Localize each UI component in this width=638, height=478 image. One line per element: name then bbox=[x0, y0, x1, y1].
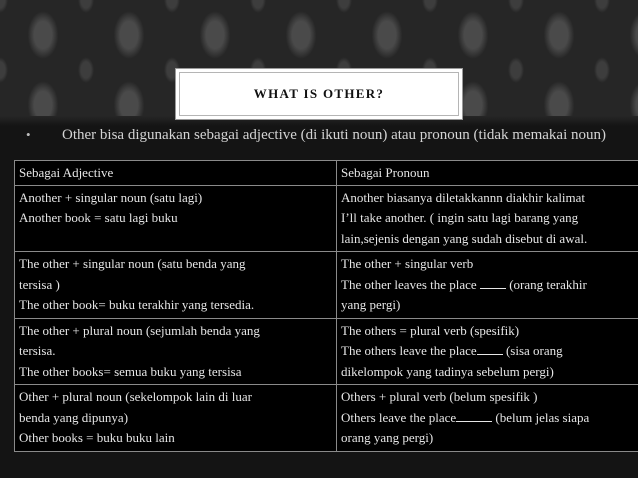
cell-pronoun bbox=[337, 318, 638, 385]
cell-line: The other book= buku terakhir yang tersedia. bbox=[19, 297, 255, 312]
cell-line: Another book = satu lagi buku bbox=[19, 210, 178, 225]
cell-line bbox=[341, 408, 638, 429]
cell-line: Other + plural noun (sekelompok lain di luar bbox=[19, 389, 252, 404]
bullet-icon: • bbox=[26, 127, 31, 142]
cell-line: The other + singular verb bbox=[341, 256, 474, 271]
table-row bbox=[15, 385, 638, 452]
cell-text: (belum jelas siapa bbox=[495, 409, 590, 425]
cell-text: (sisa orang bbox=[505, 343, 563, 358]
cell-adjective bbox=[15, 185, 337, 252]
header-pronoun: Sebagai Pronoun bbox=[337, 161, 638, 186]
table-row bbox=[15, 318, 638, 385]
cell-line: benda yang dipunya) bbox=[19, 409, 129, 425]
fill-blank bbox=[480, 277, 506, 289]
cell-pronoun bbox=[337, 252, 638, 319]
cell-line: I’ll take another. ( ingin satu lagi barang yang bbox=[341, 210, 579, 225]
cell-adjective bbox=[15, 252, 337, 319]
cell-line: The other + singular noun (satu benda yang bbox=[19, 256, 246, 271]
cell-line: The others = plural verb (spesifik) bbox=[341, 322, 520, 338]
fill-blank bbox=[456, 410, 492, 422]
cell-text: Others leave the place bbox=[341, 409, 457, 425]
cell-line: Other books = buku buku lain bbox=[19, 430, 175, 445]
cell-line: tersisa. bbox=[19, 343, 56, 358]
bullet-point bbox=[26, 125, 626, 145]
cell-line: dikelompok yang tadinya sebelum pergi) bbox=[341, 363, 554, 379]
cell-line: Others + plural verb (belum spesifik ) bbox=[341, 389, 538, 404]
cell-line: tersisa ) bbox=[19, 276, 60, 292]
table-row bbox=[15, 252, 638, 319]
header-adjective: Sebagai Adjective bbox=[15, 161, 337, 186]
cell-line: The other books= semua buku yang tersisa bbox=[19, 363, 242, 379]
cell-line: orang yang pergi) bbox=[341, 430, 434, 445]
cell-line: Another biasanya diletakkannn diakhir kalimat bbox=[341, 189, 586, 205]
bullet-text: Other bisa digunakan sebagai adjective (di ikuti noun) atau pronoun (tidak memakai noun) bbox=[62, 127, 607, 143]
table-header-row bbox=[15, 161, 638, 186]
cell-adjective bbox=[15, 385, 337, 452]
cell-line: The other + plural noun (sejumlah benda yang bbox=[19, 322, 260, 338]
cell-text: The others leave the place bbox=[341, 343, 477, 358]
cell-line bbox=[341, 275, 638, 296]
title-box bbox=[175, 68, 463, 120]
cell-line: lain,sejenis dengan yang sudah disebut di awal. bbox=[341, 230, 588, 246]
table-row bbox=[15, 185, 638, 252]
cell-line: yang pergi) bbox=[341, 297, 401, 312]
slide-title: WHAT IS OTHER? bbox=[253, 86, 385, 101]
other-usage-table bbox=[14, 160, 638, 452]
cell-pronoun bbox=[337, 185, 638, 252]
fill-blank bbox=[477, 343, 503, 355]
cell-line: Another + singular noun (satu lagi) bbox=[19, 189, 203, 205]
cell-text: (orang terakhir bbox=[509, 276, 587, 292]
cell-adjective bbox=[15, 318, 337, 385]
cell-text: The other leaves the place bbox=[341, 276, 477, 292]
cell-pronoun bbox=[337, 385, 638, 452]
cell-line bbox=[341, 341, 638, 362]
